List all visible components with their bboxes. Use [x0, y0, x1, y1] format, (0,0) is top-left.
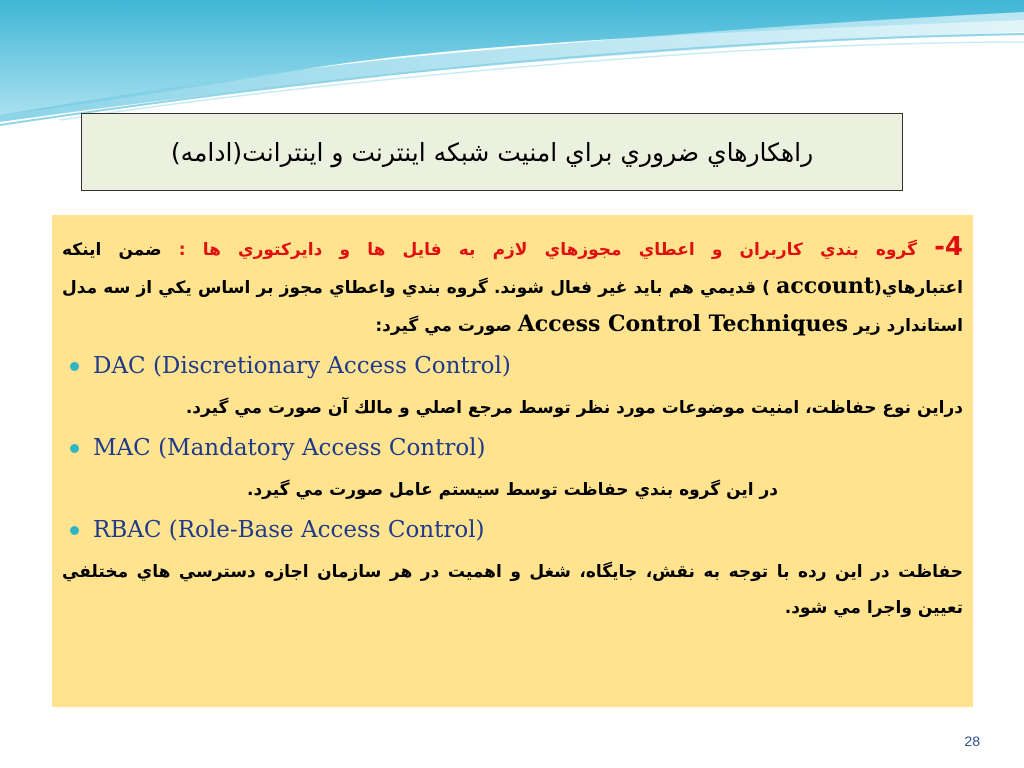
bullet-label-rbac: RBAC (Role-Base Access Control) — [93, 517, 485, 543]
bullet-dot-icon — [70, 444, 79, 453]
intro-account: account — [776, 273, 874, 299]
bullet-item-dac — [70, 348, 963, 384]
intro-line3-prefix: يكي از سه مدل استاندارد زير — [62, 278, 963, 336]
bullet-label-mac: MAC (Mandatory Access Control) — [93, 435, 486, 461]
point-number: 4- — [934, 232, 963, 262]
intro-line2-suffix: ) قديمي هم بايد غير فعال شوند. گروه بندي واعطاي مجوز بر اساس — [197, 278, 770, 298]
point-heading: گروه بندي كاربران و اعطاي مجوزهاي لازم به فايل ها و دايركتوري ها : — [178, 240, 917, 260]
bullet-label-dac: DAC (Discretionary Access Control) — [93, 353, 511, 379]
description-rbac: حفاظت در اين رده با توجه به نقش، جايگاه، شغل و اهميت در هر سازمان اجازه دسترسي هاي مختلفي تعيين واجرا مي شود. — [62, 562, 963, 618]
page-number: 28 — [964, 733, 980, 749]
bullet-dot-icon — [70, 362, 79, 371]
slide-title-box — [81, 113, 903, 191]
bullet-dot-icon — [70, 526, 79, 535]
bullet-item-rbac — [70, 512, 963, 548]
intro-paragraph — [62, 229, 963, 344]
description-dac: دراين نوع حفاظت، امنيت موضوعات مورد نظر توسط مرجع اصلي و مالك آن صورت مي گيرد. — [185, 398, 963, 418]
intro-act: Access Control Techniques — [517, 311, 848, 337]
intro-line2-prefix: اعتبارهاي( — [873, 278, 963, 298]
content-panel — [52, 215, 973, 707]
intro-line3-suffix: صورت مي گيرد: — [375, 316, 512, 336]
slide-title: راهكارهاي ضروري براي امنيت شبكه اينترنت و اينترانت(ادامه) — [170, 137, 814, 167]
intro-line1-rest: ضمن اينكه — [62, 240, 162, 260]
description-mac: در اين گروه بندي حفاظت توسط سيستم عامل صورت مي گيرد. — [246, 480, 779, 500]
bullet-item-mac — [70, 430, 963, 466]
